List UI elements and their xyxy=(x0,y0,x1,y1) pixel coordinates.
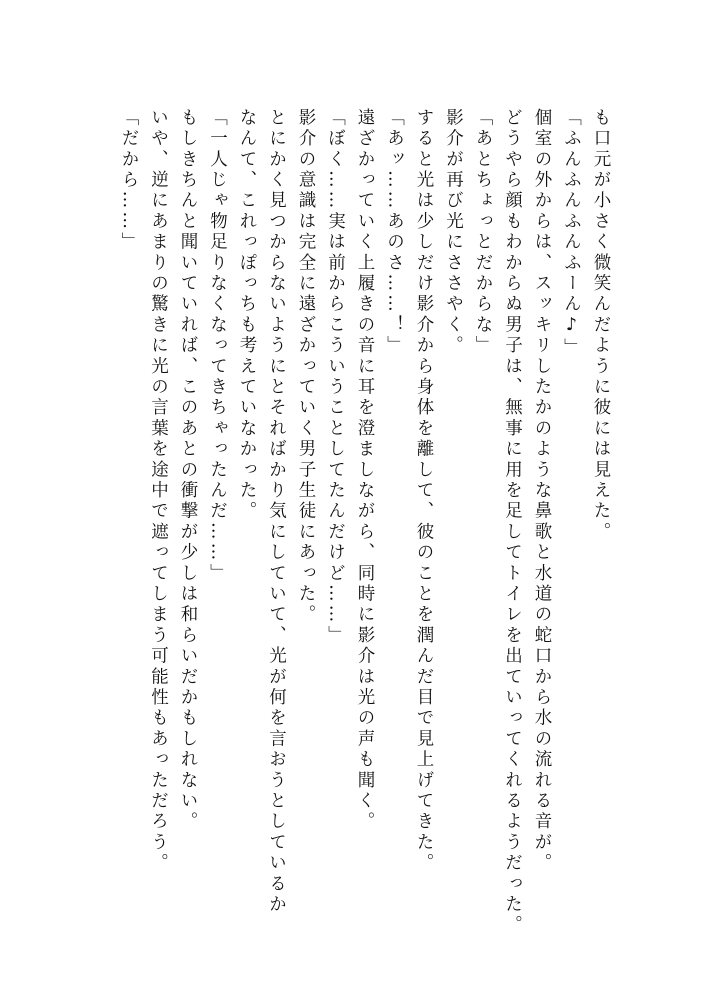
text-line: いや、逆にあまりの驚きに光の言葉を途中で遮ってしまう可能性もあっただろう。 xyxy=(148,108,169,874)
text-line: 「ぼく……実は前からこういうことしてたんだけど……」 xyxy=(325,108,346,647)
text-line: どうやら顔もわからぬ男子は、無事に用を足してトイレを出ていってくれるようだった。 xyxy=(502,108,523,936)
text-line: 影介が再び光にささやく。 xyxy=(443,108,464,357)
text-line: なんて、これっぽっちも考えていなかった。 xyxy=(237,108,257,522)
text-line: すると光は少しだけ影介から身体を離して、彼のことを潤んだ目で見上げてきた。 xyxy=(414,108,434,874)
text-line: 「ふんふんふんふーん♪」 xyxy=(561,108,582,359)
text-line: とにかく見つからないようにとそればかり気にしていて、光が何を言おうとしているか xyxy=(266,108,287,916)
text-line: 影介の意識は完全に遠ざかっていく男子生徒にあった。 xyxy=(296,108,316,626)
vertical-text-body xyxy=(114,108,616,936)
text-line: 遠ざかっていく上履きの音に耳を澄ましながら、同時に影介は光の声も聞く。 xyxy=(355,108,375,833)
text-line: 個室の外からは、スッキリしたかのような鼻歌と水道の蛇口から水の流れる音が。 xyxy=(532,108,552,874)
text-line: 「あとちょっとだからな」 xyxy=(473,108,493,357)
text-line: 「だから……」 xyxy=(119,108,139,253)
text-line: も口元が小さく微笑んだように彼には見えた。 xyxy=(591,108,611,543)
text-line: もしきちんと聞いていれば、このあとの衝撃が少しは和らいだかもしれない。 xyxy=(178,108,198,833)
text-line: 「一人じゃ物足りなくなってきちゃったんだ……」 xyxy=(207,108,228,585)
text-line: 「あッ……あのさ……！」 xyxy=(384,108,405,357)
